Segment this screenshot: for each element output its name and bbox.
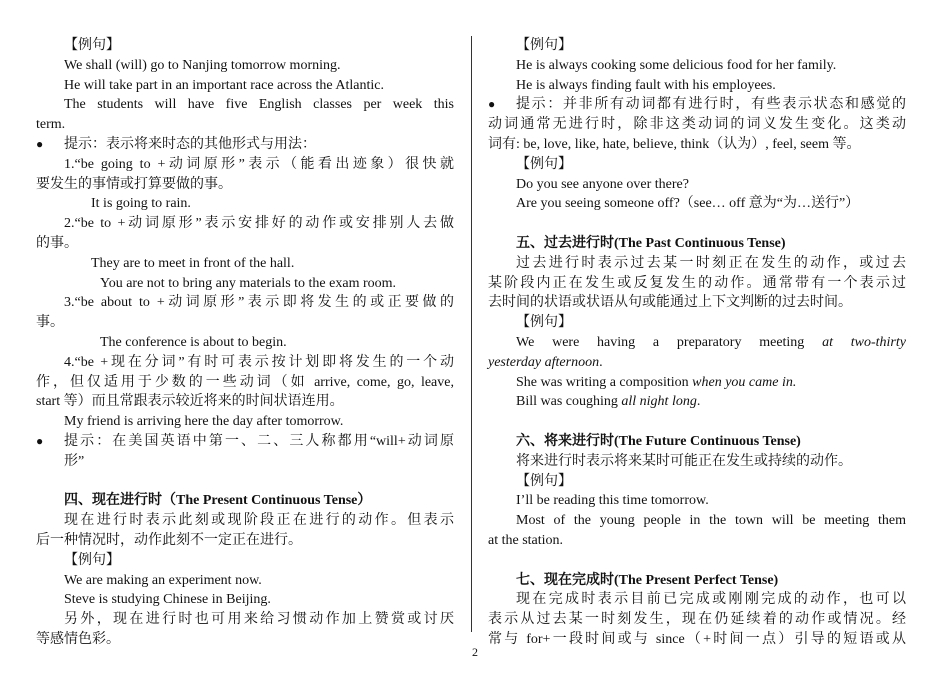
paragraph: 事。 xyxy=(36,315,64,331)
paragraph: 的事。 xyxy=(36,235,78,251)
example-label: 【例句】 xyxy=(516,156,572,172)
paragraph: 词有: be, love, like, hate, believe, think（认为）, feel, seem 等。 xyxy=(488,136,861,152)
paragraph: 现在完成时表示目前已完成或刚刚完成的动作，也可以 xyxy=(516,592,906,608)
paragraph: 去时间的状语或状语从句或能通过上下文判断的过去时间。 xyxy=(488,295,852,311)
paragraph: 过去进行时表示过去某一时刻正在发生的动作，或过去 xyxy=(516,255,906,271)
example-sentence xyxy=(488,373,906,393)
example-label: 【例句】 xyxy=(516,38,572,53)
example-sentence: They are to meet in front of the hall. xyxy=(91,255,295,271)
tip-bullet-cont: 形” xyxy=(64,453,85,469)
paragraph: 2.“be to +动词原形”表示安排好的动作或安排别人去做 xyxy=(64,216,454,232)
tip-bullet: ● 提示：表示将来时态的其他形式与用法： xyxy=(36,135,454,155)
section-heading: 四、现在进行时（The Present Continuous Tense） xyxy=(64,493,372,509)
example-sentence: Are you seeing someone off?（see… off 意为“为…送行”） xyxy=(516,196,860,212)
example-sentence xyxy=(488,333,906,353)
sentence-time: all night long xyxy=(621,394,697,410)
example-label: 【例句】 xyxy=(516,315,572,331)
example-label: 【例句】 xyxy=(64,38,120,53)
example-sentence: We are making an experiment now. xyxy=(64,572,262,588)
sentence-text: We were having a preparatory meeting xyxy=(516,334,805,350)
example-sentence: Do you see anyone over there? xyxy=(516,176,689,192)
example-sentence-cont: at the station. xyxy=(488,532,564,548)
sentence-text: She was writing a composition xyxy=(516,374,689,390)
sentence-time: yesterday afternoon xyxy=(488,354,600,370)
section-heading: 七、现在完成时(The Present Perfect Tense) xyxy=(516,572,779,588)
paragraph: 后一种情况时，动作此刻不一定正在进行。 xyxy=(36,532,302,548)
column-divider xyxy=(471,36,472,632)
paragraph: 3.“be about to +动词原形”表示即将发生的或正要做的 xyxy=(64,295,454,311)
example-sentence: Most of the young people in the town will be meeting them xyxy=(516,513,906,529)
example-sentence: My friend is arriving here the day after tomorrow. xyxy=(64,414,344,430)
paragraph: 要发生的事情或打算要做的事。 xyxy=(36,176,232,192)
sentence-time: at two-thirty xyxy=(822,334,906,350)
paragraph: 将来进行时表示将来某时可能正在发生或持续的动作。 xyxy=(516,453,852,469)
paragraph: 另外，现在进行时也可用来给习惯动作加上赞赏或讨厌 xyxy=(64,612,454,628)
example-sentence: The conference is about to begin. xyxy=(100,334,287,350)
example-sentence: I’ll be reading this time tomorrow. xyxy=(516,493,709,509)
example-sentence: He will take part in an important race across the Atlantic. xyxy=(64,77,384,93)
paragraph: 现在进行时表示此刻或现阶段正在进行的动作。但表示 xyxy=(64,513,454,529)
paragraph: 某阶段内正在发生或反复发生的动作。通常带有一个表示过 xyxy=(488,275,906,291)
paragraph: 等感情色彩。 xyxy=(36,631,120,647)
example-sentence: You are not to bring any materials to the exam room. xyxy=(100,275,397,291)
example-sentence-cont: term. xyxy=(36,117,66,133)
sentence-text: Bill was coughing xyxy=(516,394,618,410)
tip-bullet: ● 提示：在美国英语中第一、二、三人称都用“will+动词原 xyxy=(36,432,454,452)
example-sentence: He is always cooking some delicious food for her family. xyxy=(516,57,837,73)
example-sentence: Steve is studying Chinese in Beijing. xyxy=(64,592,271,608)
left-column xyxy=(36,36,454,650)
example-sentence: Bill was coughing all night long. xyxy=(516,394,701,410)
example-sentence-cont: yesterday afternoon. xyxy=(488,354,603,370)
paragraph: 4.“be +现在分词”有时可表示按计划即将发生的一个动 xyxy=(64,354,454,370)
section-heading: 五、过去进行时(The Past Continuous Tense) xyxy=(516,235,786,251)
paragraph: 作，但仅适用于少数的一些动词（如 arrive, come, go, leave, xyxy=(36,374,454,390)
paragraph: 常与 for+一段时间或与 since（+时间一点）引导的短语或从 xyxy=(488,631,906,647)
example-sentence: We shall (will) go to Nanjing tomorrow morning. xyxy=(64,57,341,73)
section-heading: 六、将来进行时(The Future Continuous Tense) xyxy=(516,433,801,449)
paragraph: 动词通常无进行时，除非这类动词的词义发生变化。这类动 xyxy=(488,117,906,133)
example-sentence: He is always finding fault with his employees. xyxy=(516,77,776,93)
tip-bullet: ● 提示：并非所有动词都有进行时，有些表示状态和感觉的 xyxy=(488,95,906,115)
example-sentence: The students will have five English classes per week this xyxy=(64,97,454,113)
example-label: 【例句】 xyxy=(516,473,572,489)
example-sentence: It is going to rain. xyxy=(91,196,191,212)
paragraph: 1.“be going to +动词原形”表示（能看出迹象）很快就 xyxy=(64,156,454,172)
paragraph: start 等）而且常跟表示较近将来的时间状语连用。 xyxy=(36,394,344,410)
example-label: 【例句】 xyxy=(64,552,120,568)
right-column xyxy=(488,36,906,650)
sentence-clause: when you came in. xyxy=(692,374,797,390)
page-number: 2 xyxy=(472,645,478,659)
paragraph: 表示从过去某一时刻发生，现在仍延续着的动作或情况。经 xyxy=(488,612,906,628)
